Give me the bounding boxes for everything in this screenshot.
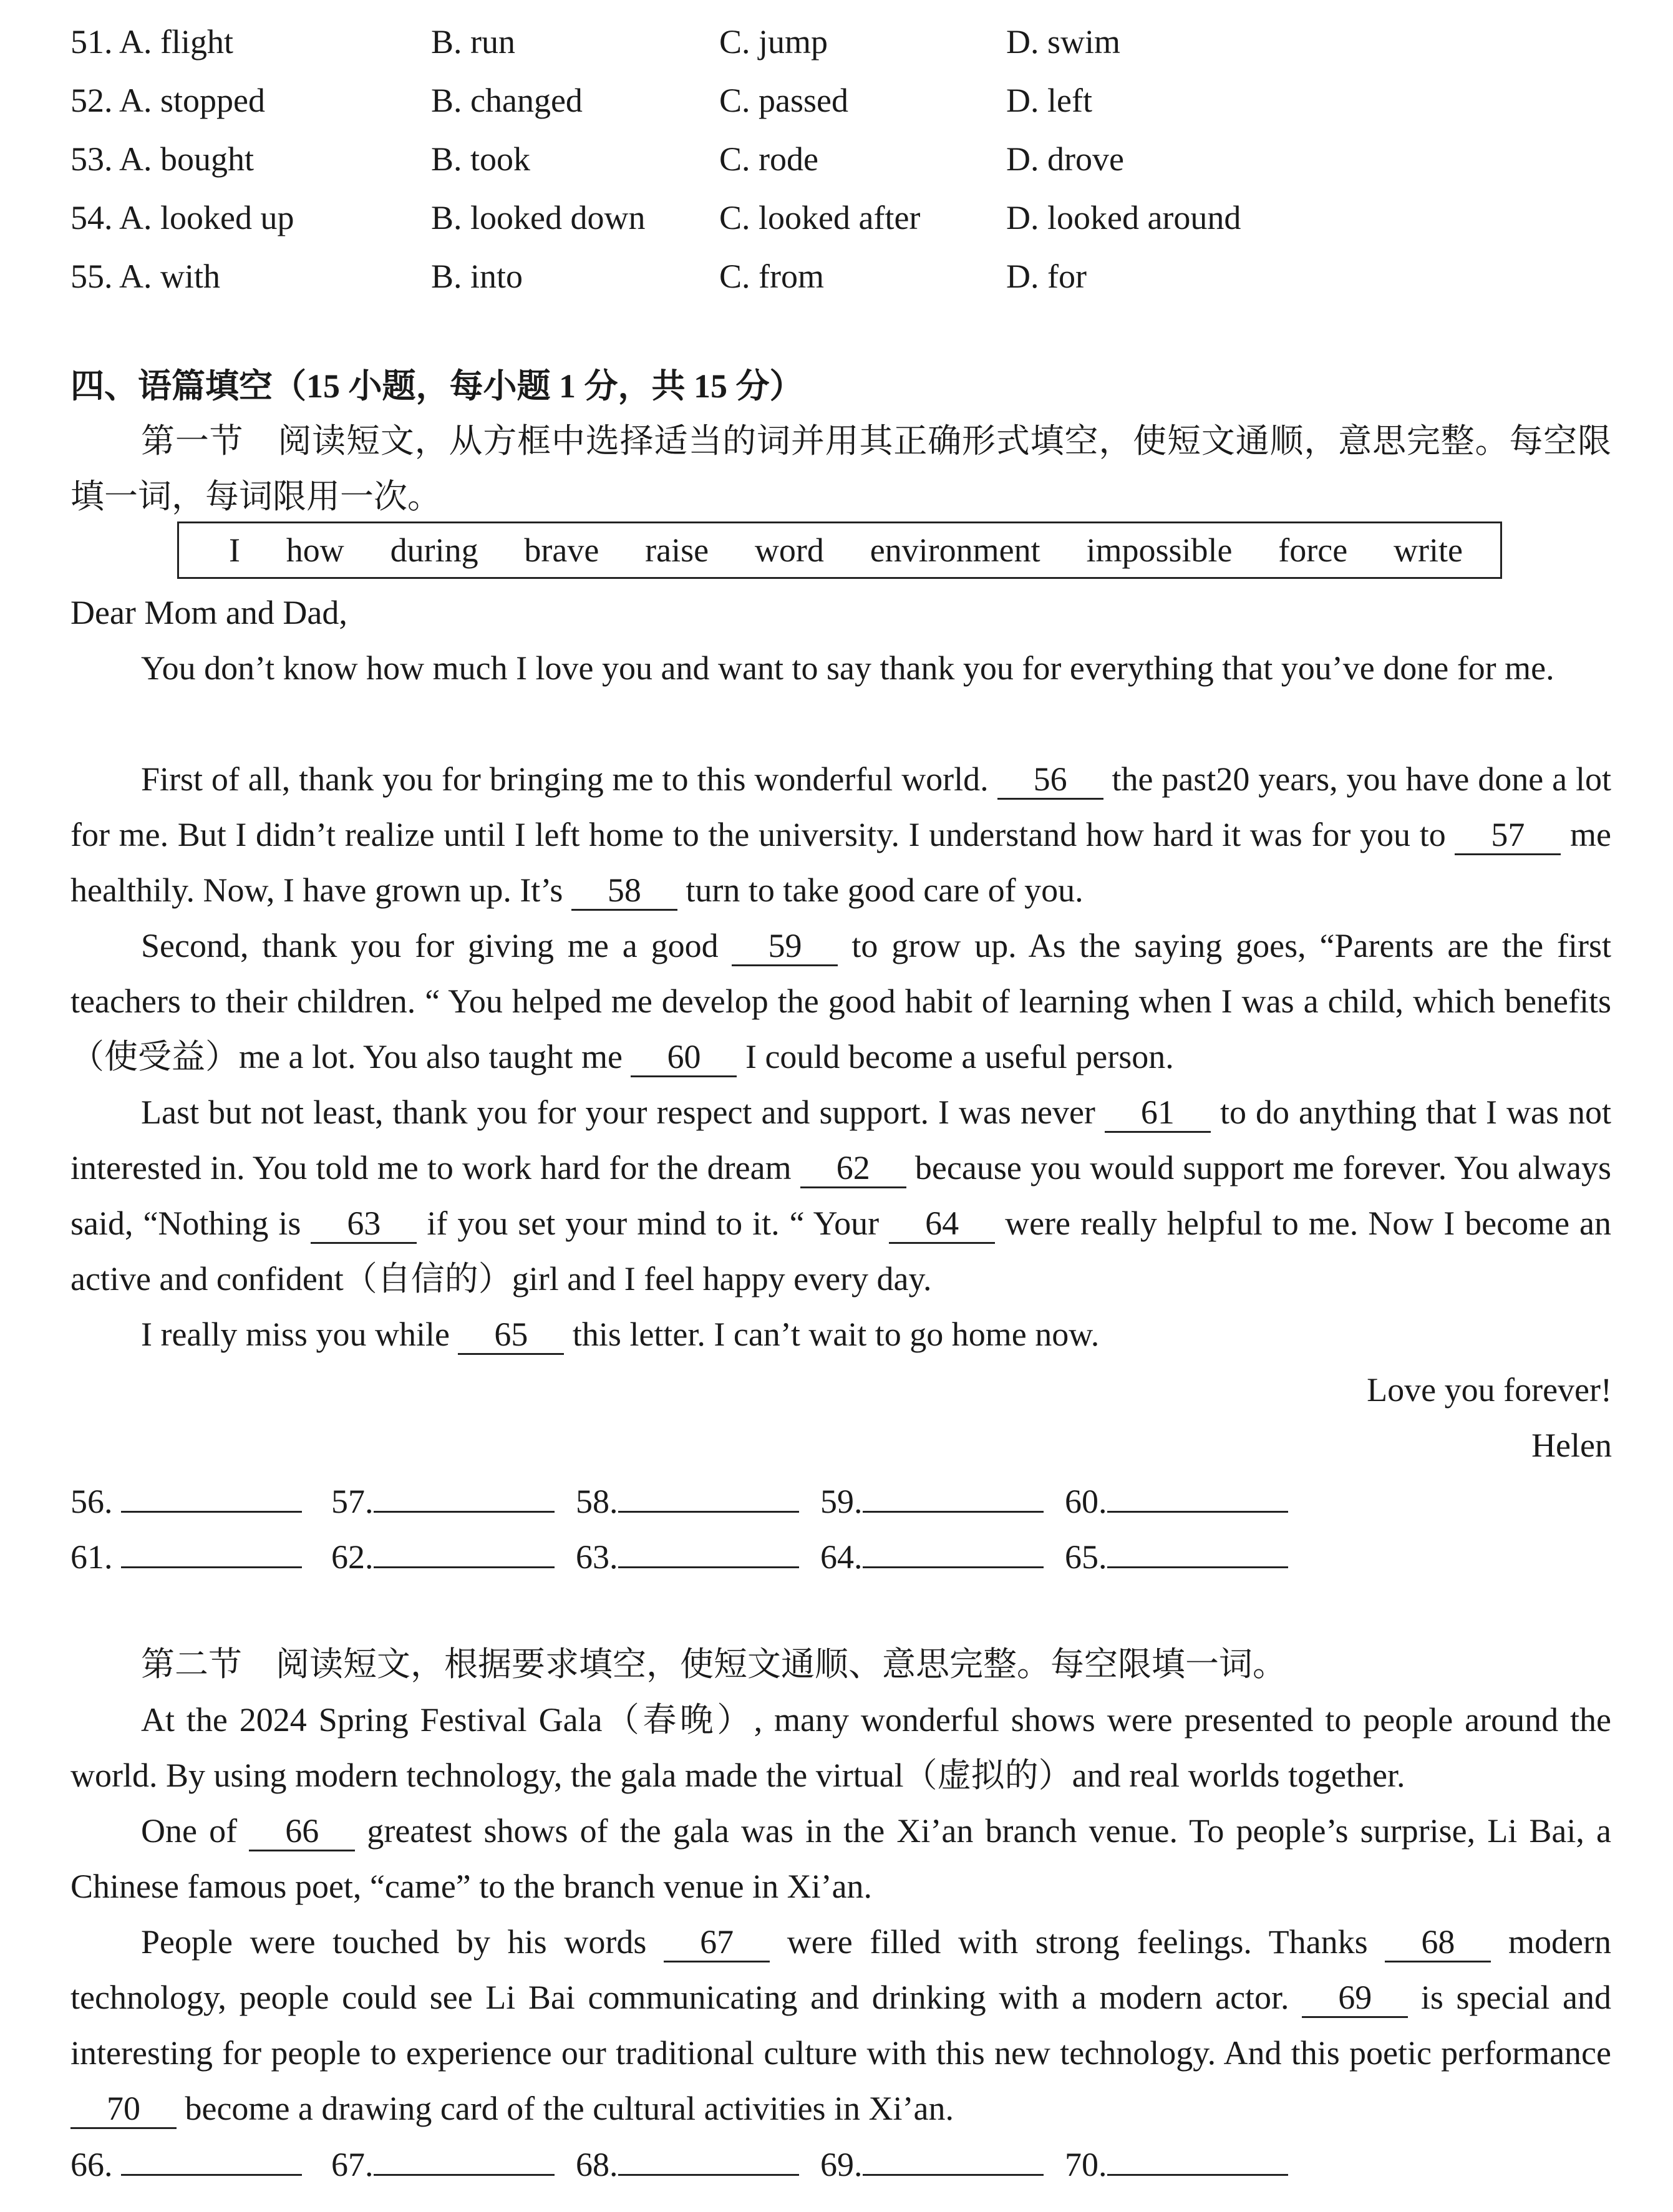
answer-number: 63. — [576, 1538, 618, 1576]
option-c: C. looked after — [719, 199, 921, 236]
blank-64: 64 — [889, 1205, 995, 1244]
answer-slot[interactable] — [576, 2137, 799, 2193]
text-run: greatest shows of the gala was in the Xi’an branch venue. To people’s surprise, Li Bai, a Chinese famous poet, “came” to the branch venue in Xi’an. — [70, 1812, 1611, 1905]
text-run: is special and interesting for people to experience our traditional culture with this new technology. And this poetic performance — [70, 1979, 1611, 2072]
answer-line[interactable] — [121, 1529, 302, 1568]
answer-line[interactable] — [863, 1473, 1044, 1513]
text-run: if you set your mind to it. “ Your — [417, 1205, 890, 1242]
blank-60: 60 — [631, 1039, 737, 1077]
text-run: People were touched by his words — [141, 1923, 664, 1961]
answer-slot[interactable] — [70, 1473, 302, 1530]
option-b: B. looked down — [431, 199, 646, 236]
answer-line[interactable] — [1107, 1473, 1288, 1513]
word-box-item: environment — [870, 531, 1040, 569]
answer-line[interactable] — [863, 2137, 1044, 2176]
blank-68: 68 — [1385, 1924, 1491, 1962]
text-run: to grow up. As the saying goes, “Parents are the first teachers to their children. “ You helped me develop the good habit of learning when I was a child, which benefits（使受益）me a lot. You also taught me — [70, 927, 1611, 1075]
answer-line[interactable] — [618, 2137, 799, 2176]
answer-number: 69. — [820, 2146, 863, 2183]
word-box-list — [229, 531, 1463, 570]
answer-number: 59. — [820, 1483, 863, 1520]
text-run: turn to take good care of you. — [677, 871, 1084, 909]
text-run: One of — [141, 1812, 250, 1850]
text-run: First of all, thank you for bringing me to this wonderful world. — [141, 760, 997, 798]
blank-65: 65 — [458, 1316, 564, 1355]
answer-slot[interactable] — [1065, 2137, 1288, 2193]
answer-slot[interactable] — [576, 1529, 799, 1585]
option-b: B. changed — [431, 82, 583, 119]
answer-row-61-65 — [70, 1529, 1380, 1584]
blank-62: 62 — [800, 1150, 906, 1188]
answer-row-66-70 — [70, 2137, 1380, 2192]
blank-59: 59 — [732, 928, 838, 966]
word-box-item: during — [390, 531, 478, 569]
passage2-paragraph-2 — [70, 1803, 1611, 1914]
letter-paragraph-2 — [70, 752, 1611, 918]
blank-57: 57 — [1455, 817, 1561, 855]
answer-line[interactable] — [374, 1473, 555, 1513]
answer-number: 68. — [576, 2146, 618, 2183]
option-d: D. drove — [1006, 140, 1124, 178]
option-row-55 — [70, 247, 1568, 306]
option-b: B. run — [431, 23, 515, 61]
answer-line[interactable] — [121, 1473, 302, 1513]
answer-number: 65. — [1065, 1538, 1107, 1576]
option-a: 52. A. stopped — [70, 82, 266, 119]
text-run: me healthily. Now, I have grown up. It’s — [70, 816, 1611, 909]
text-run: I could become a useful person. — [737, 1038, 1174, 1075]
blank-56: 56 — [997, 761, 1103, 800]
option-a: 54. A. looked up — [70, 199, 294, 236]
text-run: because you would support me forever. You always said, “Nothing is — [70, 1149, 1611, 1242]
answer-number: 67. — [331, 2146, 374, 2183]
option-c: C. passed — [719, 82, 848, 119]
answer-number: 56. — [70, 1483, 121, 1520]
option-b: B. into — [431, 258, 523, 295]
word-box-item: raise — [645, 531, 709, 569]
answer-slot[interactable] — [1065, 1473, 1288, 1530]
answer-line[interactable] — [618, 1473, 799, 1513]
blank-58: 58 — [571, 872, 677, 911]
letter-paragraph-3 — [70, 918, 1611, 1085]
blank-66: 66 — [249, 1813, 355, 1851]
word-box-item: impossible — [1086, 531, 1233, 569]
answer-number: 62. — [331, 1538, 374, 1576]
answer-line[interactable] — [374, 1529, 555, 1568]
blank-70: 70 — [70, 2090, 177, 2129]
option-c: C. from — [719, 258, 824, 295]
blank-67: 67 — [664, 1924, 770, 1962]
text-run: were filled with strong feelings. Thanks — [770, 1923, 1385, 1961]
part2-instruction: 第二节 阅读短文，根据要求填空，使短文通顺、意思完整。每空限填一词。 — [141, 1646, 1286, 1683]
option-d: D. for — [1006, 258, 1087, 295]
letter-paragraph-5 — [70, 1307, 1611, 1362]
option-row-51 — [70, 12, 1568, 71]
word-box-item: how — [286, 531, 344, 569]
word-box-item: write — [1394, 531, 1463, 569]
answer-slot[interactable] — [820, 1529, 1044, 1585]
answer-slot[interactable] — [820, 2137, 1044, 2193]
option-d: D. left — [1006, 82, 1092, 119]
text-run: the past20 years, you have done a lot for me. But I didn’t realize until I left home to the university. I understand how hard it was for you to — [70, 760, 1612, 853]
option-d: D. swim — [1006, 23, 1121, 61]
blank-69: 69 — [1302, 1979, 1408, 2018]
answer-number: 61. — [70, 1538, 121, 1576]
text-run: to do anything that I was not interested in. You told me to work hard for the dream — [70, 1094, 1611, 1186]
option-row-53 — [70, 130, 1568, 188]
answer-slot[interactable] — [70, 2137, 302, 2193]
option-a: 55. A. with — [70, 258, 221, 295]
blank-63: 63 — [311, 1205, 417, 1244]
text-run: become a drawing card of the cultural activities in Xi’an. — [177, 2090, 954, 2127]
option-b: B. took — [431, 140, 531, 178]
answer-slot[interactable] — [1065, 1529, 1288, 1585]
text-run: this letter. I can’t wait to go home now. — [564, 1316, 1100, 1353]
passage2-paragraph-1: At the 2024 Spring Festival Gala（春晚）, many wonderful shows were presented to people around the world. By using modern technology, the gala made the virtual（虚拟的）and real worlds together. — [70, 1701, 1611, 1794]
option-a: 51. A. flight — [70, 23, 234, 61]
part1-instruction: 第一节 阅读短文，从方框中选择适当的词并用其正确形式填空，使短文通顺，意思完整。每空限填一词，每词限用一次。 — [70, 422, 1611, 515]
answer-number: 57. — [331, 1483, 374, 1520]
letter-greeting: Dear Mom and Dad, — [70, 594, 347, 631]
answer-line[interactable] — [1107, 2137, 1288, 2176]
letter-paragraph-1: You don’t know how much I love you and want to say thank you for everything that you’ve done for me. — [141, 649, 1554, 687]
text-run: modern technology, people could see Li Bai communicating and drinking with a modern actor. — [70, 1923, 1612, 2016]
letter-paragraph-4 — [70, 1085, 1611, 1307]
passage2-paragraph-3 — [70, 1914, 1611, 2137]
answer-number: 64. — [820, 1538, 863, 1576]
answer-row-56-60 — [70, 1473, 1380, 1529]
answer-line[interactable] — [863, 1529, 1044, 1568]
option-d: D. looked around — [1006, 199, 1241, 236]
answer-slot[interactable] — [70, 1529, 302, 1585]
text-run: Second, thank you for giving me a good — [141, 927, 732, 964]
section-heading: 四、语篇填空（15 小题，每小题 1 分，共 15 分） — [70, 367, 803, 405]
answer-line[interactable] — [618, 1529, 799, 1568]
option-c: C. rode — [719, 140, 818, 178]
word-box-item: force — [1278, 531, 1348, 569]
answer-slot[interactable] — [576, 1473, 799, 1530]
word-box-item: word — [754, 531, 824, 569]
blank-61: 61 — [1105, 1094, 1211, 1133]
answer-line[interactable] — [1107, 1529, 1288, 1568]
word-box-item: brave — [524, 531, 599, 569]
answer-slot[interactable] — [331, 1529, 555, 1585]
answer-number: 70. — [1065, 2146, 1107, 2183]
letter-closing: Love you forever! — [1367, 1371, 1612, 1409]
option-row-52 — [70, 71, 1568, 130]
letter-signature: Helen — [1531, 1427, 1612, 1464]
answer-slot[interactable] — [820, 1473, 1044, 1530]
option-a: 53. A. bought — [70, 140, 255, 178]
word-box — [177, 521, 1502, 579]
option-c: C. jump — [719, 23, 828, 61]
option-row-54 — [70, 188, 1568, 247]
answer-number: 60. — [1065, 1483, 1107, 1520]
answer-slot[interactable] — [331, 2137, 555, 2193]
text-run: Last but not least, thank you for your respect and support. I was never — [141, 1094, 1105, 1131]
answer-number: 58. — [576, 1483, 618, 1520]
answer-line[interactable] — [374, 2137, 555, 2176]
text-run: I really miss you while — [141, 1316, 458, 1353]
word-box-item: I — [229, 531, 240, 569]
answer-slot[interactable] — [331, 1473, 555, 1530]
text-run: were really helpful to me. Now I become an active and confident（自信的）girl and I feel happy every day. — [70, 1205, 1611, 1298]
answer-line[interactable] — [121, 2137, 302, 2176]
answer-number: 66. — [70, 2146, 121, 2183]
